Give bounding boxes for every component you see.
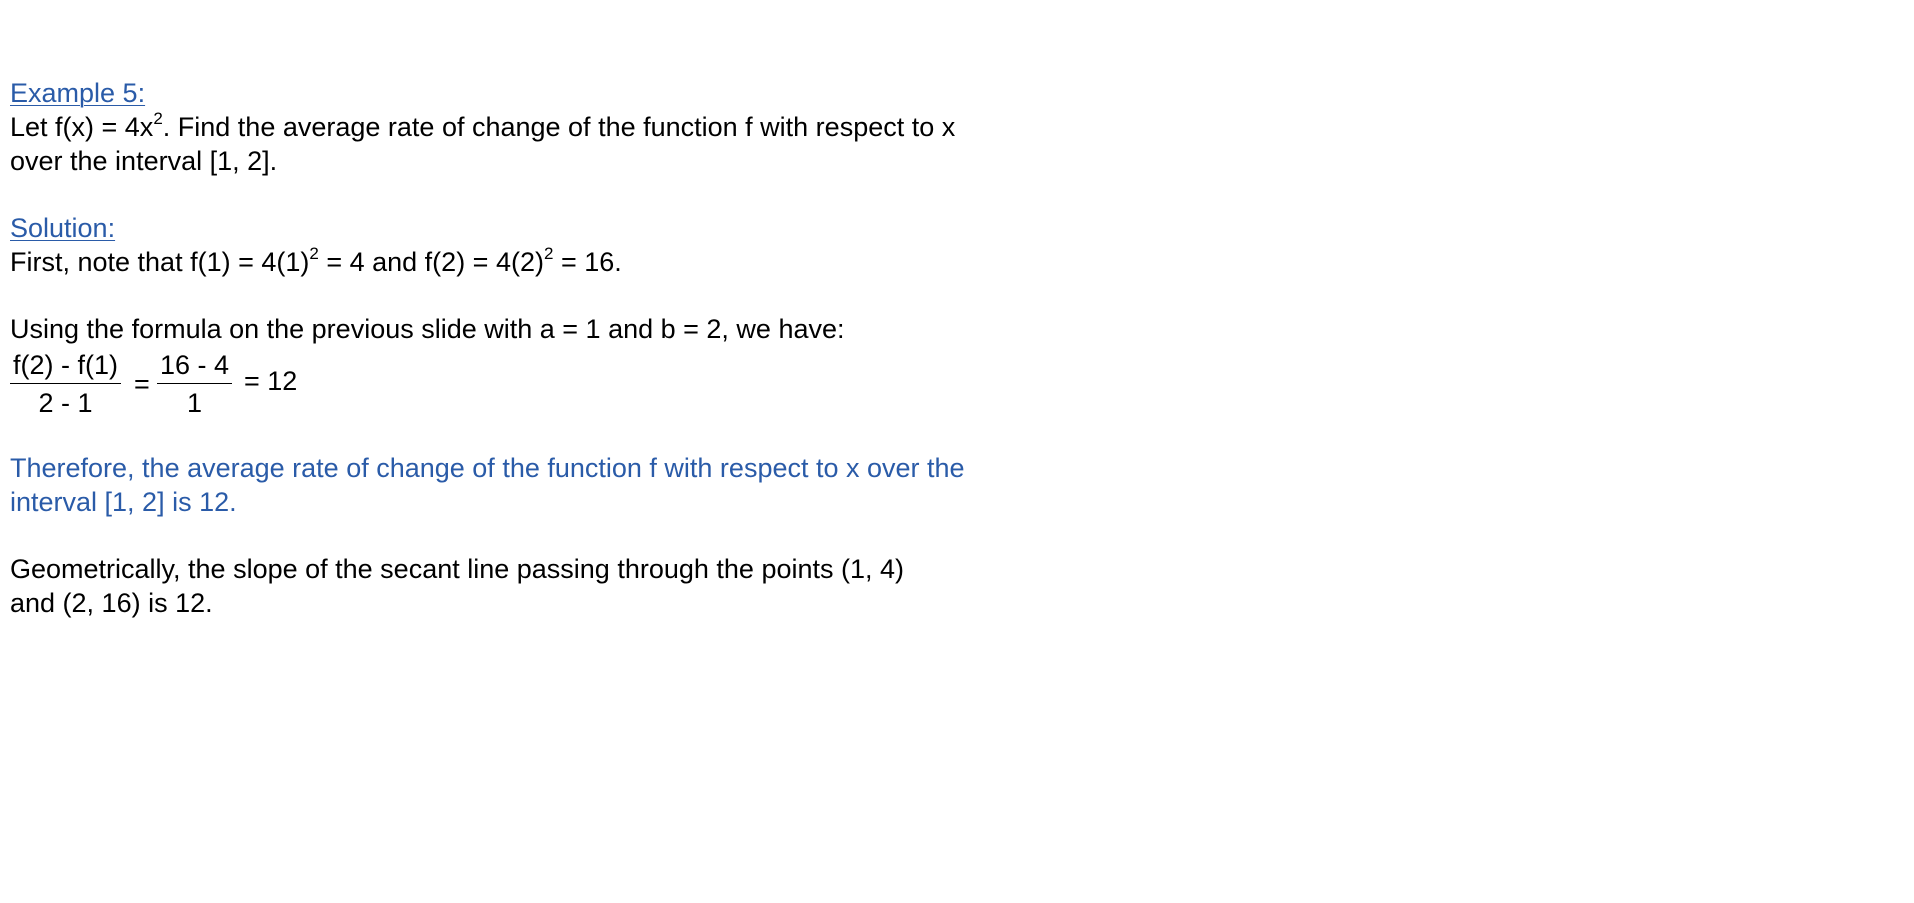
example-problem-line-1: [10, 110, 955, 144]
fraction-values: [157, 350, 232, 420]
fraction-difference-quotient: [10, 350, 121, 420]
geometry-note-line-1: Geometrically, the slope of the secant line passing through the points (1, 4): [10, 554, 905, 584]
example-heading: Example 5:: [10, 78, 146, 108]
solution-values-text-c: = 16.: [553, 247, 622, 277]
equals-sign: =: [134, 369, 150, 399]
conclusion-line-2: interval [1, 2] is 12.: [10, 487, 237, 517]
solution-values-text-b: = 4 and f(2) = 4(2): [318, 247, 544, 277]
solution-heading: Solution:: [10, 213, 116, 243]
conclusion-line-1: Therefore, the average rate of change of the function f with respect to x over the: [10, 453, 965, 483]
fraction-numerator: f(2) - f(1): [10, 350, 121, 384]
exponent: 2: [543, 244, 554, 263]
example-problem-text-b: . Find the average rate of change of the function f with respect to x: [162, 112, 956, 142]
exponent: 2: [309, 244, 319, 263]
example-problem-text-a: Let f(x) = 4x: [10, 112, 154, 142]
fraction-denominator: 2 - 1: [38, 388, 93, 418]
formula-intro: Using the formula on the previous slide with a = 1 and b = 2, we have:: [10, 314, 845, 344]
formula-result: = 12: [244, 366, 298, 396]
solution-values-line: [10, 245, 622, 279]
solution-values-text-a: First, note that f(1) = 4(1): [10, 247, 310, 277]
exponent: 2: [153, 109, 163, 128]
fraction-numerator: 16 - 4: [157, 350, 232, 384]
geometry-note-line-2: and (2, 16) is 12.: [10, 588, 213, 618]
example-problem-line-2: over the interval [1, 2].: [10, 146, 278, 176]
fraction-denominator: 1: [187, 388, 203, 418]
